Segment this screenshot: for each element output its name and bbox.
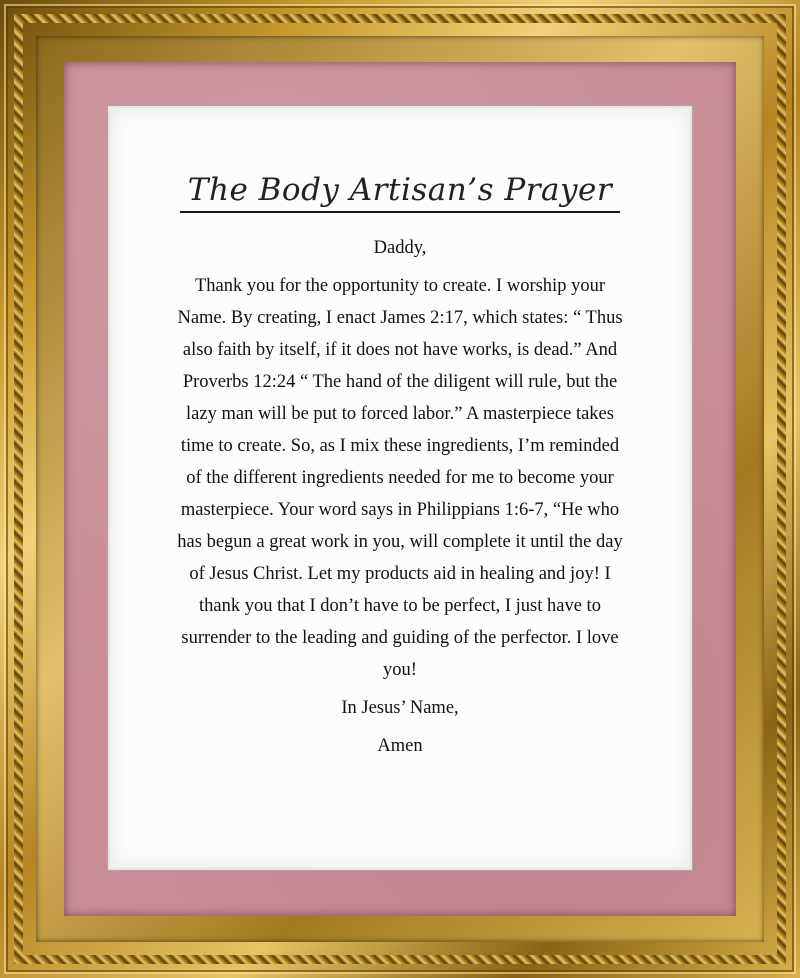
prayer-line: Name. By creating, I enact James 2:17, which states: “ Thus bbox=[177, 308, 623, 328]
prayer-line: Thank you for the opportunity to create. I worship your bbox=[195, 276, 605, 296]
amen: Amen bbox=[377, 736, 423, 756]
prayer-line: of the different ingredients needed for me to become your bbox=[186, 468, 614, 488]
prayer-line: also faith by itself, if it does not have works, is dead.” And bbox=[182, 340, 618, 360]
prayer-body bbox=[170, 232, 630, 762]
prayer-title: The Body Artisan’s Prayer bbox=[180, 172, 620, 213]
prayer-paper bbox=[108, 106, 692, 870]
prayer-line: surrender to the leading and guiding of the perfector. I love bbox=[181, 628, 619, 648]
prayer-line: time to create. So, as I mix these ingredients, I’m reminded bbox=[180, 436, 620, 456]
prayer-line: of Jesus Christ. Let my products aid in healing and joy! I bbox=[189, 564, 611, 584]
prayer-line: has begun a great work in you, will complete it until the day bbox=[177, 532, 623, 552]
closing: In Jesus’ Name, bbox=[341, 698, 459, 718]
prayer-line: thank you that I don’t have to be perfect, I just have to bbox=[199, 596, 601, 616]
prayer-line: masterpiece. Your word says in Philippians 1:6-7, “He who bbox=[180, 500, 620, 520]
prayer-line: lazy man will be put to forced labor.” A masterpiece takes bbox=[186, 404, 614, 424]
title-block bbox=[110, 172, 690, 213]
prayer-line: Proverbs 12:24 “ The hand of the diligent will rule, but the bbox=[182, 372, 618, 392]
prayer-line: you! bbox=[383, 660, 417, 680]
salutation: Daddy, bbox=[373, 238, 427, 258]
